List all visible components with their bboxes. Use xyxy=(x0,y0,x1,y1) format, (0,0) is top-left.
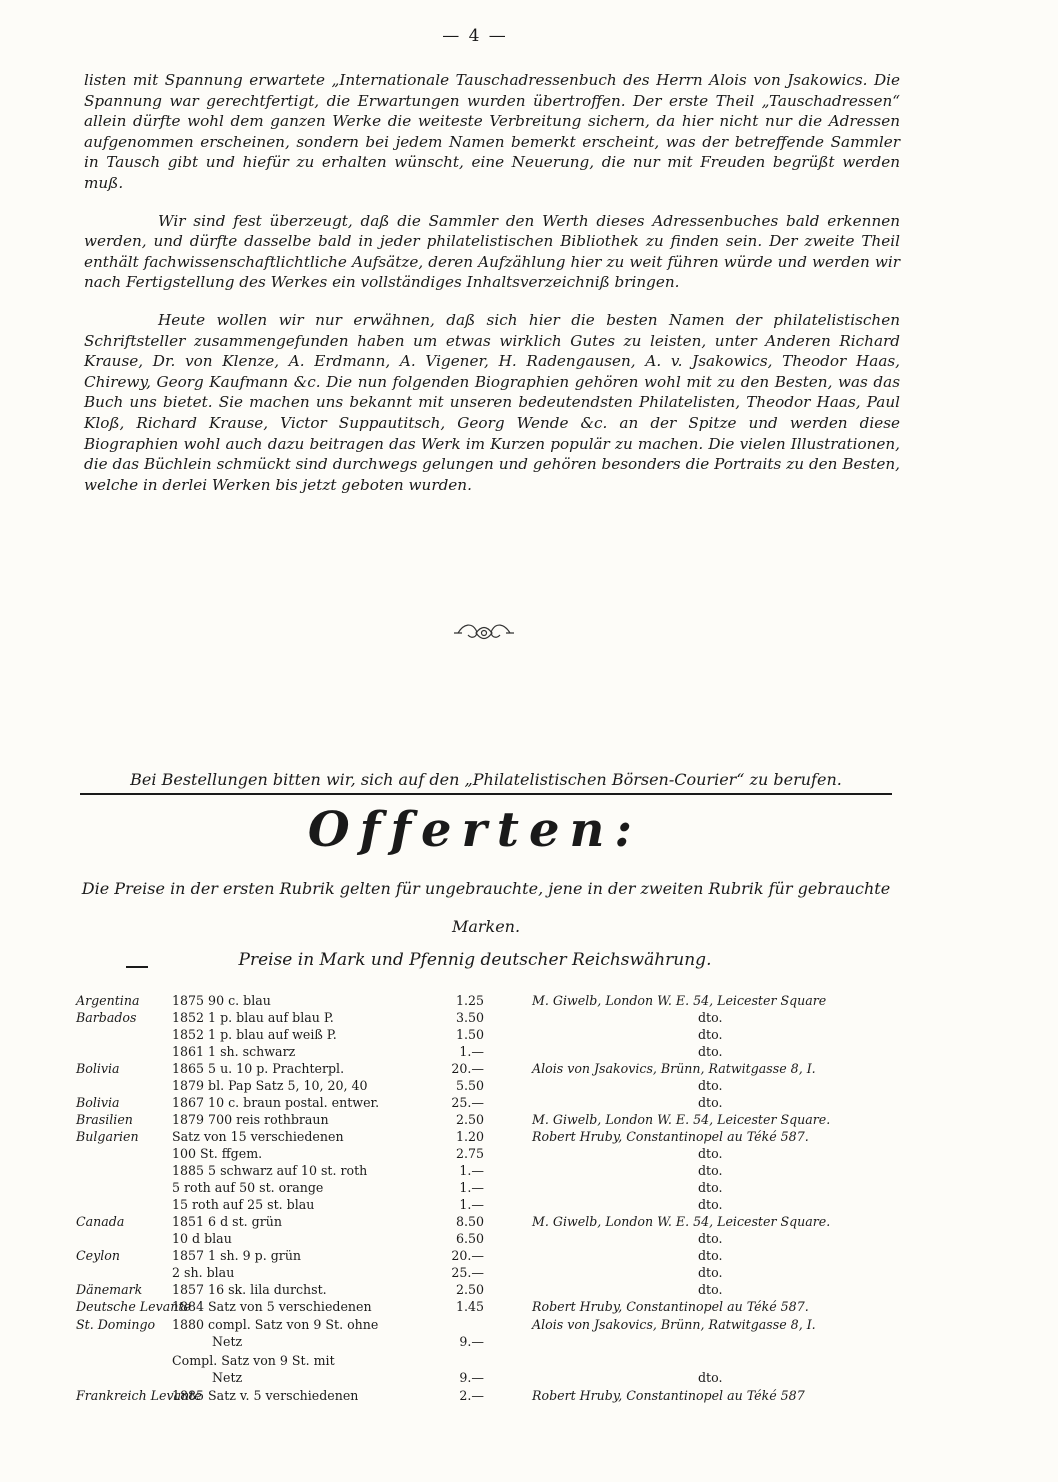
offer-description-line: 1861 1 sh. schwarz xyxy=(172,1044,296,1059)
offer-price: 2.50 xyxy=(455,1112,484,1127)
offer-description-line: 1852 1 p. blau auf blau P. xyxy=(172,1010,334,1025)
offer-row xyxy=(0,1060,950,1077)
offer-description xyxy=(172,1316,410,1350)
offer-description xyxy=(172,1060,410,1077)
offer-price: 25.— xyxy=(451,1265,484,1280)
offer-seller: dto. xyxy=(698,1248,723,1263)
offer-description-line: 100 St. ffgem. xyxy=(172,1146,263,1161)
offer-price: 1.20 xyxy=(455,1129,484,1144)
offer-description-line: 1875 90 c. blau xyxy=(172,993,271,1008)
offer-description-line: 15 roth auf 25 st. blau xyxy=(172,1197,315,1212)
offer-row xyxy=(0,1162,950,1179)
offer-price: 2.— xyxy=(459,1388,484,1403)
offer-seller: dto. xyxy=(698,1197,723,1212)
offer-price: 1.50 xyxy=(455,1027,484,1042)
offers-title: Offerten: xyxy=(307,802,643,858)
currency-note: Preise in Mark und Pfennig deutscher Reichswährung. xyxy=(238,950,712,970)
offer-description-line: 1885 5 schwarz auf 10 st. roth xyxy=(172,1163,368,1178)
offer-country: Deutsche Levante xyxy=(76,1299,191,1314)
offer-row xyxy=(0,1196,950,1213)
dash-mark xyxy=(126,966,148,968)
offer-description xyxy=(172,1264,410,1281)
offer-description-line: Satz von 15 verschiedenen xyxy=(172,1129,344,1144)
offer-price: 1.— xyxy=(459,1044,484,1059)
offer-description-line: 1851 6 d st. grün xyxy=(172,1214,282,1229)
offer-description xyxy=(172,1387,410,1404)
offer-row xyxy=(0,1077,950,1094)
order-notice: Bei Bestellungen bitten wir, sich auf den „Philatelistischen Börsen-Courier“ zu berufen. xyxy=(80,770,892,795)
offer-description xyxy=(172,1094,410,1111)
offer-country: St. Domingo xyxy=(76,1317,156,1332)
offer-price: 1.— xyxy=(459,1163,484,1178)
offer-row xyxy=(0,992,950,1009)
offer-description xyxy=(172,1026,410,1043)
offer-country: Bolivia xyxy=(76,1095,120,1110)
offer-price: 2.75 xyxy=(455,1146,484,1161)
offer-country: Frankreich Levante xyxy=(76,1388,202,1403)
offer-description xyxy=(172,992,410,1009)
article-text xyxy=(84,70,900,512)
offer-seller: dto. xyxy=(698,1146,723,1161)
offer-description xyxy=(172,1247,410,1264)
offer-row xyxy=(0,1026,950,1043)
offer-description-line: 1865 5 u. 10 p. Prachterpl. xyxy=(172,1061,345,1076)
ornament-divider xyxy=(450,618,518,648)
offer-row xyxy=(0,1094,950,1111)
offer-row xyxy=(0,1043,950,1060)
offer-price: 25.— xyxy=(451,1095,484,1110)
offer-country: Bolivia xyxy=(76,1061,120,1076)
offer-description-line: 10 d blau xyxy=(172,1231,232,1246)
offer-country: Bulgarien xyxy=(76,1129,139,1144)
offer-description xyxy=(172,1145,410,1162)
article-paragraph: listen mit Spannung erwartete „Internationale Tauschadressenbuch des Herrn Alois von Jsakowics. Die Spannung war gerechtfertigt, die Erwartungen wurden übertroffen. Der erste Theil „Tauschadressen“ allein dürfte wohl dem ganzen Werke die weiteste Verbreitung sichern, da hier nicht nur die Adressen aufgenommen erscheinen, sondern bei jedem Namen bemerkt erscheint, was der betreffende Sammler in Tausch gibt und hiefür zu erhalten wünscht, eine Neuerung, die nur mit Freuden begrüßt werden muß. xyxy=(84,71,900,192)
offer-row xyxy=(0,1298,950,1315)
offer-price: 5.50 xyxy=(455,1078,484,1093)
offer-description xyxy=(172,1162,410,1179)
offers-list xyxy=(0,992,950,1404)
offer-seller: M. Giwelb, London W. E. 54, Leicester Square. xyxy=(532,1112,831,1127)
offer-seller: M. Giwelb, London W. E. 54, Leicester Square xyxy=(532,993,827,1008)
offer-price: 20.— xyxy=(451,1061,484,1076)
offer-description-line: Netz xyxy=(212,1334,243,1349)
offer-description xyxy=(172,1128,410,1145)
offer-seller: Robert Hruby, Constantinopel au Téké 587 xyxy=(532,1388,805,1403)
offer-price: 9.— xyxy=(459,1334,484,1349)
offer-price: 1.— xyxy=(459,1197,484,1212)
offer-description-line: Compl. Satz von 9 St. mit xyxy=(172,1353,335,1368)
offer-description xyxy=(172,1352,410,1386)
offer-row xyxy=(0,1387,950,1404)
offer-description-line: 1852 1 p. blau auf weiß P. xyxy=(172,1027,337,1042)
offer-price: 9.— xyxy=(459,1370,484,1385)
offer-row xyxy=(0,1128,950,1145)
offer-description xyxy=(172,1077,410,1094)
offer-row xyxy=(0,1351,950,1387)
offer-description xyxy=(172,1213,410,1230)
offer-row xyxy=(0,1179,950,1196)
offer-price: 8.50 xyxy=(455,1214,484,1229)
offer-price: 3.50 xyxy=(455,1010,484,1025)
offer-seller: dto. xyxy=(698,1265,723,1280)
offer-description-line: 1857 16 sk. lila durchst. xyxy=(172,1282,327,1297)
offer-country: Ceylon xyxy=(76,1248,120,1263)
offer-seller: Robert Hruby, Constantinopel au Téké 587. xyxy=(532,1299,809,1314)
offer-description xyxy=(172,1179,410,1196)
offer-seller: M. Giwelb, London W. E. 54, Leicester Square. xyxy=(532,1214,831,1229)
offer-row xyxy=(0,1315,950,1351)
offer-row xyxy=(0,1111,950,1128)
offer-description xyxy=(172,1196,410,1213)
offer-row xyxy=(0,1009,950,1026)
offer-seller: dto. xyxy=(698,1163,723,1178)
offer-country: Dänemark xyxy=(76,1282,143,1297)
article-paragraph: Wir sind fest überzeugt, daß die Sammler den Werth dieses Adressenbuches bald erkennen werden, und dürfte dasselbe bald in jeder philatelistischen Bibliothek zu finden sein. Der zweite Theil enthält fachwissenschaftlichtliche Aufsätze, deren Aufzählung hier zu weit führen würde und werden wir nach Fertigstellung des Werkes ein vollständiges Inhaltsverzeichniß bringen. xyxy=(84,211,900,292)
offer-row xyxy=(0,1264,950,1281)
offer-seller: dto. xyxy=(698,1180,723,1195)
offer-seller: dto. xyxy=(698,1231,723,1246)
offer-description xyxy=(172,1043,410,1060)
offer-price: 1.— xyxy=(459,1180,484,1195)
offer-price: 1.45 xyxy=(455,1299,484,1314)
page-number: — 4 — xyxy=(442,26,508,46)
offer-description-line: 1867 10 c. braun postal. entwer. xyxy=(172,1095,380,1110)
offer-row xyxy=(0,1230,950,1247)
offer-row xyxy=(0,1247,950,1264)
offer-seller: dto. xyxy=(698,1044,723,1059)
offer-seller: Alois von Jsakovics, Brünn, Ratwitgasse 8, I. xyxy=(532,1317,816,1332)
offer-price: 20.— xyxy=(451,1248,484,1263)
offer-seller: dto. xyxy=(698,1078,723,1093)
offer-row xyxy=(0,1281,950,1298)
article-paragraph: Heute wollen wir nur erwähnen, daß sich hier die besten Namen der philatelistischen Schriftsteller zusammengefunden haben um etwas wirklich Gutes zu leisten, unter Anderen Richard Krause, Dr. von Klenze, A. Erdmann, A. Vigener, H. Radengausen, A. v. Jsakowics, Theodor Haas, Chirewy, Georg Kaufmann &c. Die nun folgenden Biographien gehören wohl mit zu den Besten, was das Buch uns bietet. Sie machen uns bekannt mit unseren bedeutendsten Philatelisten, Theodor Haas, Paul Kloß, Richard Krause, Victor Suppautitsch, Georg Wende &c. an der Spitze und werden diese Biographien wohl auch dazu beitragen das Werk im Kurzen populär zu machen. Die vielen Illustrationen, die das Büchlein schmückt sind durchwegs gelungen und gehören besonders die Portraits zu den Besten, welche in derlei Werken bis jetzt geboten wurden. xyxy=(84,310,900,494)
offer-description-line: 2 sh. blau xyxy=(172,1265,235,1280)
offer-seller: Robert Hruby, Constantinopel au Téké 587. xyxy=(532,1129,809,1144)
offer-country: Canada xyxy=(76,1214,125,1229)
offer-row xyxy=(0,1213,950,1230)
offer-description-line: 1879 700 reis rothbraun xyxy=(172,1112,329,1127)
offer-seller: Alois von Jsakovics, Brünn, Ratwitgasse 8, I. xyxy=(532,1061,816,1076)
offer-description xyxy=(172,1230,410,1247)
offer-description-line: 1885 Satz v. 5 verschiedenen xyxy=(172,1388,359,1403)
offer-description xyxy=(172,1009,410,1026)
offer-description xyxy=(172,1298,410,1315)
offer-description xyxy=(172,1281,410,1298)
offer-country: Barbados xyxy=(76,1010,137,1025)
offer-seller: dto. xyxy=(698,1370,723,1385)
offer-price: 1.25 xyxy=(455,993,484,1008)
offer-description-line: 1884 Satz von 5 verschiedenen xyxy=(172,1299,372,1314)
offer-description-line: 1857 1 sh. 9 p. grün xyxy=(172,1248,302,1263)
offer-description-line: Netz xyxy=(212,1370,243,1385)
offer-description xyxy=(172,1111,410,1128)
offer-description-line: 1879 bl. Pap Satz 5, 10, 20, 40 xyxy=(172,1078,368,1093)
offer-row xyxy=(0,1145,950,1162)
offer-seller: dto. xyxy=(698,1010,723,1025)
offer-price: 6.50 xyxy=(455,1231,484,1246)
offer-country: Brasilien xyxy=(76,1112,133,1127)
offer-seller: dto. xyxy=(698,1095,723,1110)
offer-seller: dto. xyxy=(698,1027,723,1042)
offer-seller: dto. xyxy=(698,1282,723,1297)
offer-description-line: 1880 compl. Satz von 9 St. ohne xyxy=(172,1317,379,1332)
offer-price: 2.50 xyxy=(455,1282,484,1297)
offer-country: Argentina xyxy=(76,993,140,1008)
offer-description-line: 5 roth auf 50 st. orange xyxy=(172,1180,324,1195)
price-intro: Die Preise in der ersten Rubrik gelten für ungebrauchte, jene in der zweiten Rubrik für gebrauchte Marken. xyxy=(81,879,891,936)
